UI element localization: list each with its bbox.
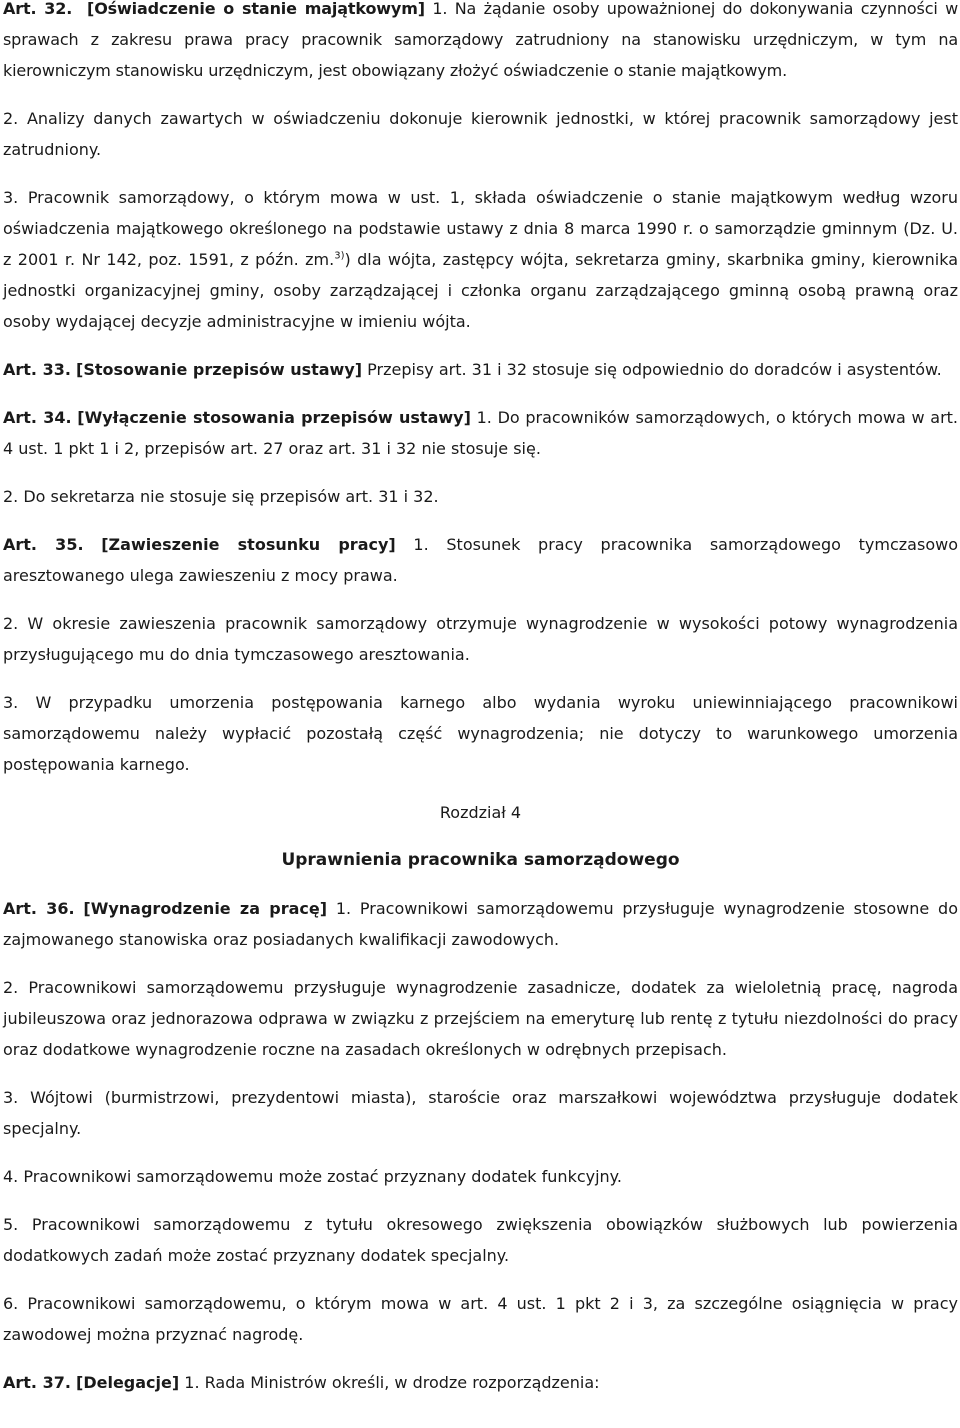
document-page [3,0,958,1415]
paragraph-text: Na żądanie osoby upoważnionej do dokonywania czynności w sprawach z zakresu prawa pracy pracownik samorządowy zatrudniony na stanowisku urzędniczym, w tym na kierowniczym stanowisku urzędniczym, jest obowiązany złożyć oświadczenie o stanie majątkowym. [3,0,959,80]
art34-para2: 2. Do sekretarza nie stosuje się przepisów art. 31 i 32. [3,487,439,506]
art36-para5: 5. Pracownikowi samorządowemu z tytułu okresowego zwiększenia obowiązków służbowych lub powierzenia dodatkowych zadań może zostać przyznany dodatek specjalny. [3,1215,958,1265]
footnote-ref: 3) [334,250,345,262]
article-heading: [Zawieszenie stosunku pracy] [101,535,396,554]
paragraph-text: 1. Stosunek pracy pracownika samorządowego tymczasowo aresztowanego ulega zawieszeniu z mocy prawa. [3,535,958,585]
article-heading: [Oświadczenie o stanie majątkowym] [87,0,425,18]
article-heading: [Delegacje] [76,1373,180,1392]
paragraph-text: 1. Rada Ministrów określi, w drodze rozporządzenia: [184,1373,600,1392]
art32-para2: 2. Analizy danych zawartych w oświadczeniu dokonuje kierownik jednostki, w której pracownik samorządowy jest zatrudniony. [3,109,958,159]
art36-para3: 3. Wójtowi (burmistrzowi, prezydentowi miasta), staroście oraz marszałkowi województwa przysługuje dodatek specjalny. [3,1088,958,1138]
paragraph-number: 1. [432,0,448,18]
art32-para3 [3,182,958,337]
chapter-number: Rozdział 4 [439,803,522,822]
article-label: Art. 36. [3,899,75,918]
art35-para3: 3. W przypadku umorzenia postępowania karnego albo wydania wyroku uniewinniającego pracownikowi samorządowemu należy wypłacić pozostałą część wynagrodzenia; nie dotyczy to warunkowego umorzenia postępowania karnego. [3,693,958,774]
art36-para4: 4. Pracownikowi samorządowemu może zostać przyznany dodatek funkcyjny. [3,1167,622,1186]
art34-para1 [3,402,958,464]
article-label: Art. 34. [3,408,72,427]
article-label: Art. 37. [3,1373,71,1392]
art36-para6: 6. Pracownikowi samorządowemu, o którym mowa w art. 4 ust. 1 pkt 2 i 3, za szczególne osiągnięcia w pracy zawodowej można przyznać nagrodę. [3,1294,958,1344]
art36-para1 [3,893,958,955]
paragraph-text: Przepisy art. 31 i 32 stosuje się odpowiednio do doradców i asystentów. [367,360,942,379]
paragraph-text: 3. Pracownik samorządowy, o którym mowa w ust. 1, składa oświadczenie o stanie majątkowym według wzoru oświadczenia majątkowego określonego na podstawie ustawy z dnia 8 marca 1990 r. o samorządzie gminnym (Dz. U. z 2001 r. Nr 142, poz. 1591, z późn. zm. [3,188,958,269]
paragraph-text: ) dla wójta, zastępcy wójta, sekretarza gminy, skarbnika gminy, kierownika jednostki organizacyjnej gminy, osoby zarządzającej i członka organu zarządzającego gminną osobą prawną oraz osoby wydającej decyzje administracyjne w imieniu wójta. [3,250,959,331]
article-label: Art. 32. [3,0,73,18]
article-label: Art. 33. [3,360,71,379]
art37-para1 [3,1367,958,1398]
paragraph-text: 1. Pracownikowi samorządowemu przysługuje wynagrodzenie stosowne do zajmowanego stanowiska oraz posiadanych kwalifikacji zawodowych. [3,899,958,949]
art35-para2: 2. W okresie zawieszenia pracownik samorządowy otrzymuje wynagrodzenie w wysokości potowy wynagrodzenia przysługującego mu do dnia tymczasowego aresztowania. [3,614,958,664]
art32-para1 [3,0,958,86]
art36-para2: 2. Pracownikowi samorządowemu przysługuje wynagrodzenie zasadnicze, dodatek za wieloletnią pracę, nagroda jubileuszowa oraz jednorazowa odprawa w związku z przejściem na emeryturę lub rentę z tytułu niezdolności do pracy oraz dodatkowe wynagrodzenie roczne na zasadach określonych w odrębnych przepisach. [3,978,958,1059]
article-label: Art. 35. [3,535,84,554]
art35-para1 [3,529,958,591]
article-heading: [Wynagrodzenie za pracę] [83,899,328,918]
paragraph-text: 1. Do pracowników samorządowych, o których mowa w art. 4 ust. 1 pkt 1 i 2, przepisów art. 27 oraz art. 31 i 32 nie stosuje się. [3,408,959,458]
article-heading: [Stosowanie przepisów ustawy] [76,360,363,379]
art33-para [3,354,958,385]
article-heading: [Wyłączenie stosowania przepisów ustawy] [77,408,471,427]
chapter-title: Uprawnienia pracownika samorządowego [281,850,680,870]
